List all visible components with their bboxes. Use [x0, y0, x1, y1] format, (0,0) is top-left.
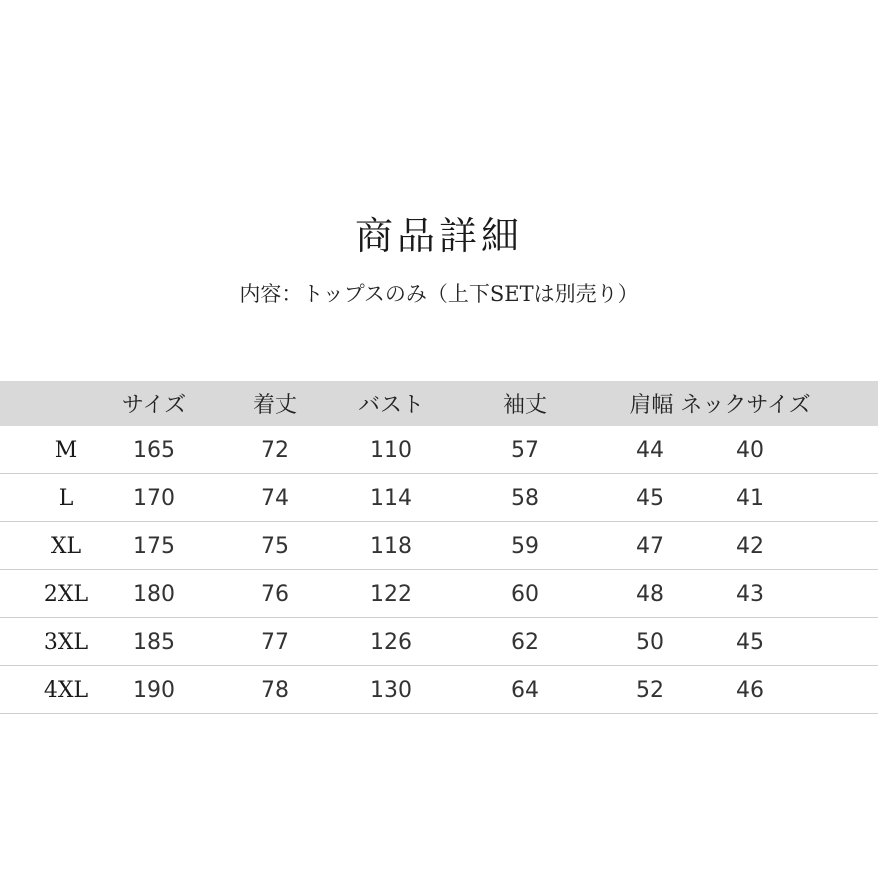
cell-length: 77: [261, 629, 289, 655]
cell-sleeve: 62: [511, 629, 539, 655]
cell-size: 185: [133, 629, 175, 655]
table-row: [0, 618, 878, 666]
cell-size: 175: [133, 533, 175, 559]
header-size: サイズ: [121, 393, 187, 418]
row-size-label: 4XL: [43, 677, 89, 703]
table-row: [0, 666, 878, 714]
cell-length: 76: [261, 581, 289, 607]
cell-bust: 114: [370, 485, 412, 511]
page-title: 商品詳細: [354, 214, 523, 258]
cell-shoulder: 45: [636, 485, 664, 511]
cell-bust: 118: [370, 533, 412, 559]
row-size-label: 2XL: [43, 581, 89, 607]
cell-neck: 46: [736, 677, 764, 703]
cell-neck: 45: [736, 629, 764, 655]
table-row: [0, 570, 878, 618]
cell-size: 165: [133, 437, 175, 463]
cell-length: 74: [261, 485, 289, 511]
row-size-label: M: [54, 437, 78, 463]
table-row: [0, 474, 878, 522]
header-bust: バスト: [357, 393, 424, 418]
cell-bust: 130: [370, 677, 412, 703]
cell-sleeve: 60: [511, 581, 539, 607]
cell-shoulder: 47: [636, 533, 664, 559]
cell-length: 78: [261, 677, 289, 703]
header-length: 着丈: [252, 393, 297, 418]
cell-length: 75: [261, 533, 289, 559]
header-sleeve: 袖丈: [502, 393, 547, 418]
cell-neck: 43: [736, 581, 764, 607]
cell-shoulder: 50: [636, 629, 664, 655]
row-size-label: 3XL: [43, 629, 89, 655]
cell-sleeve: 64: [511, 677, 539, 703]
row-size-label: L: [58, 485, 74, 511]
cell-sleeve: 58: [511, 485, 539, 511]
cell-sleeve: 57: [511, 437, 539, 463]
cell-neck: 41: [736, 485, 764, 511]
cell-bust: 126: [370, 629, 412, 655]
cell-length: 72: [261, 437, 289, 463]
cell-shoulder: 48: [636, 581, 664, 607]
size-table: [0, 381, 878, 714]
cell-bust: 110: [370, 437, 412, 463]
cell-neck: 40: [736, 437, 764, 463]
cell-shoulder: 44: [636, 437, 664, 463]
header-shoulder-neck: 肩幅 ネックサイズ: [629, 393, 811, 418]
cell-sleeve: 59: [511, 533, 539, 559]
table-row: [0, 522, 878, 570]
cell-size: 180: [133, 581, 175, 607]
cell-bust: 122: [370, 581, 412, 607]
cell-shoulder: 52: [636, 677, 664, 703]
cell-size: 190: [133, 677, 175, 703]
table-header-row: [0, 381, 878, 426]
cell-size: 170: [133, 485, 175, 511]
row-size-label: XL: [50, 533, 82, 559]
cell-neck: 42: [736, 533, 764, 559]
page-subtitle: 内容：トップスのみ（上下SETは別売り）: [239, 282, 639, 306]
table-row: [0, 426, 878, 474]
